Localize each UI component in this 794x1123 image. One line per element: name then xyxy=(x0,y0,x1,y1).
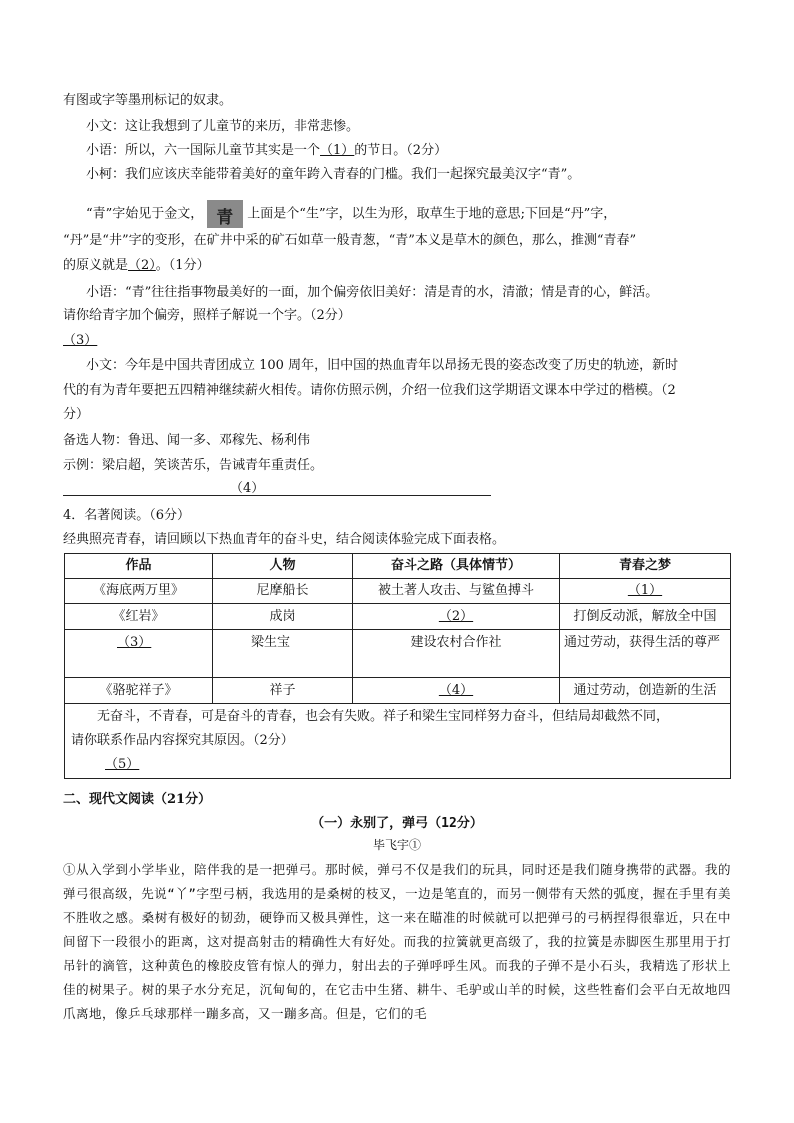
table-cell-blank: （2） xyxy=(353,604,560,630)
blank-3: （3） xyxy=(63,333,98,348)
table-cell: 通过劳动，获得生活的尊严 xyxy=(560,630,731,678)
dialogue-xiaoke: 小柯：我们应该庆幸能带着美好的童年跨入青春的门槛。我们一起探究最美汉字“青”。 xyxy=(86,167,581,182)
section-heading: 二、现代文阅读（21分） xyxy=(63,792,212,807)
table-cell: 《海底两万里》 xyxy=(65,579,213,604)
article-title: （一）永别了，弹弓（12分） xyxy=(311,816,483,831)
text-line: 代的有为青年要把五四精神继续薪火相传。请你仿照示例，介绍一位我们这学期语文课本中学过的楷模。（2 xyxy=(63,383,676,398)
dialogue-xiaowen-1: 小文：这让我想到了儿童节的来历，非常悲惨。 xyxy=(86,119,360,134)
table-row-note xyxy=(65,704,731,779)
blank-4: （4） xyxy=(230,481,265,496)
text: 。（1分） xyxy=(155,258,210,273)
article-paragraph: ①从入学到小学毕业，陪伴我的是一把弹弓。那时候，弹弓不仅是我们的玩具，同时还是我们随身携带的武器。我的弹弓很高级，先说“丫”字型弓柄，我选用的是桑树的枝叉，一边是笔直的，而另一侧带有天然的弧度，握在手里有美不胜收之感。桑树有极好的韧劲，硬铮而又极具弹性，这一来在瞄准的时候就可以把弹弓的弓柄捏得很靠近，只在中间留下一段很小的距离，这对提高射击的精确性大有好处。而我的拉簧就更高级了，我的拉簧是赤脚医生那里用于打吊针的滴管，这种黄色的橡胶皮管有惊人的弹力，射出去的子弹呼呼生风。而我的子弹不是小石头，我精选了形状上佳的树果子。树的果子水分充足，沉甸甸的，在它击中生猪、耕牛、毛驴或山羊的时候，这些牲畜们会平白无故地四爪离地，像乒乓球那样一蹦多高，又一蹦多高。但是，它们的毛 xyxy=(63,862,731,1021)
table-header: 奋斗之路（具体情节） xyxy=(353,554,560,579)
table-cell-blank: （3） xyxy=(65,630,213,678)
text: 的节日。（2分） xyxy=(354,143,448,158)
table-header-row xyxy=(65,554,731,579)
table-cell: 打倒反动派，解放全中国 xyxy=(560,604,731,630)
table-cell: 成岗 xyxy=(213,604,353,630)
question-4: 4．名著阅读。（6分） xyxy=(63,508,191,523)
table-cell: 祥子 xyxy=(213,678,353,704)
instruction: 经典照亮青春，请回顾以下热血青年的奋斗史，结合阅读体验完成下面表格。 xyxy=(63,532,506,547)
answer-line xyxy=(63,495,491,496)
table-header: 青春之梦 xyxy=(560,554,731,579)
article-author: 毕飞宇① xyxy=(372,838,421,852)
table-row xyxy=(65,579,731,604)
table-header: 人物 xyxy=(213,554,353,579)
text: 上面是个“生”字，以生为形，取草生于地的意思;下回是“丹”字， xyxy=(247,206,617,222)
table-row xyxy=(65,604,731,630)
note-text: 请你联系作品内容探究其原因。（2分） xyxy=(71,733,294,748)
qing-origin-line xyxy=(86,200,616,229)
table-cell: 《红岩》 xyxy=(65,604,213,630)
works-table xyxy=(64,553,731,779)
glyph: 青 xyxy=(216,208,234,228)
dialogue-xiaoyu-2: 小语：“青”往往指事物最美好的一面，加个偏旁依旧美好：清是青的水，清澈；情是青的心，鲜活。 xyxy=(86,285,659,300)
example: 示例：梁启超，笑谈苦乐，告诫青年重责任。 xyxy=(63,458,324,473)
text-line: 分） xyxy=(63,407,90,422)
text: “青”字始见于金文， xyxy=(86,206,204,222)
table-cell: 梁生宝 xyxy=(213,630,353,678)
table-cell: 被土著人攻击、与鲨鱼搏斗 xyxy=(353,579,560,604)
table-header: 作品 xyxy=(65,554,213,579)
text-line: “丹”是“井”字的变形，在矿井中采的矿石如草一般青葱，“青”本义是草木的颜色，那么，推测“青春” xyxy=(63,233,637,248)
text: 小语：所以，六一国际儿童节其实是一个 xyxy=(86,143,321,158)
table-cell-blank: （4） xyxy=(353,678,560,704)
note-text: 无奋斗，不青春，可是奋斗的青春，也会有失败。祥子和梁生宝同样努力奋斗，但结局却截然不同， xyxy=(97,709,670,724)
text-line xyxy=(63,257,210,275)
blank-1: （1） xyxy=(320,143,355,158)
table-row xyxy=(65,678,731,704)
note-cell xyxy=(65,704,731,779)
table-row xyxy=(65,630,731,678)
text-line: 有图或字等墨刑标记的奴隶。 xyxy=(63,93,233,108)
dialogue-xiaoyu-1 xyxy=(86,142,447,160)
blank-2: （2） xyxy=(128,258,156,273)
candidates: 备选人物：鲁迅、闻一多、邓稼先、杨利伟 xyxy=(63,433,311,448)
table-cell: 通过劳动，创造新的生活 xyxy=(560,678,731,704)
table-cell: 建设农村合作社 xyxy=(353,630,560,678)
table-cell: 尼摩船长 xyxy=(213,579,353,604)
blank-5: （5） xyxy=(105,757,140,772)
bronze-script-image xyxy=(207,200,243,228)
text: 的原义就是 xyxy=(63,258,129,273)
text-line: 请你给青字加个偏旁，照样子解说一个字。（2分） xyxy=(63,308,351,323)
table-cell: 《骆驼祥子》 xyxy=(65,678,213,704)
table-cell-blank: （1） xyxy=(560,579,731,604)
dialogue-xiaowen-2: 小文：今年是中国共青团成立 100 周年，旧中国的热血青年以昂扬无畏的姿态改变了历史的轨迹，新时 xyxy=(86,358,679,373)
